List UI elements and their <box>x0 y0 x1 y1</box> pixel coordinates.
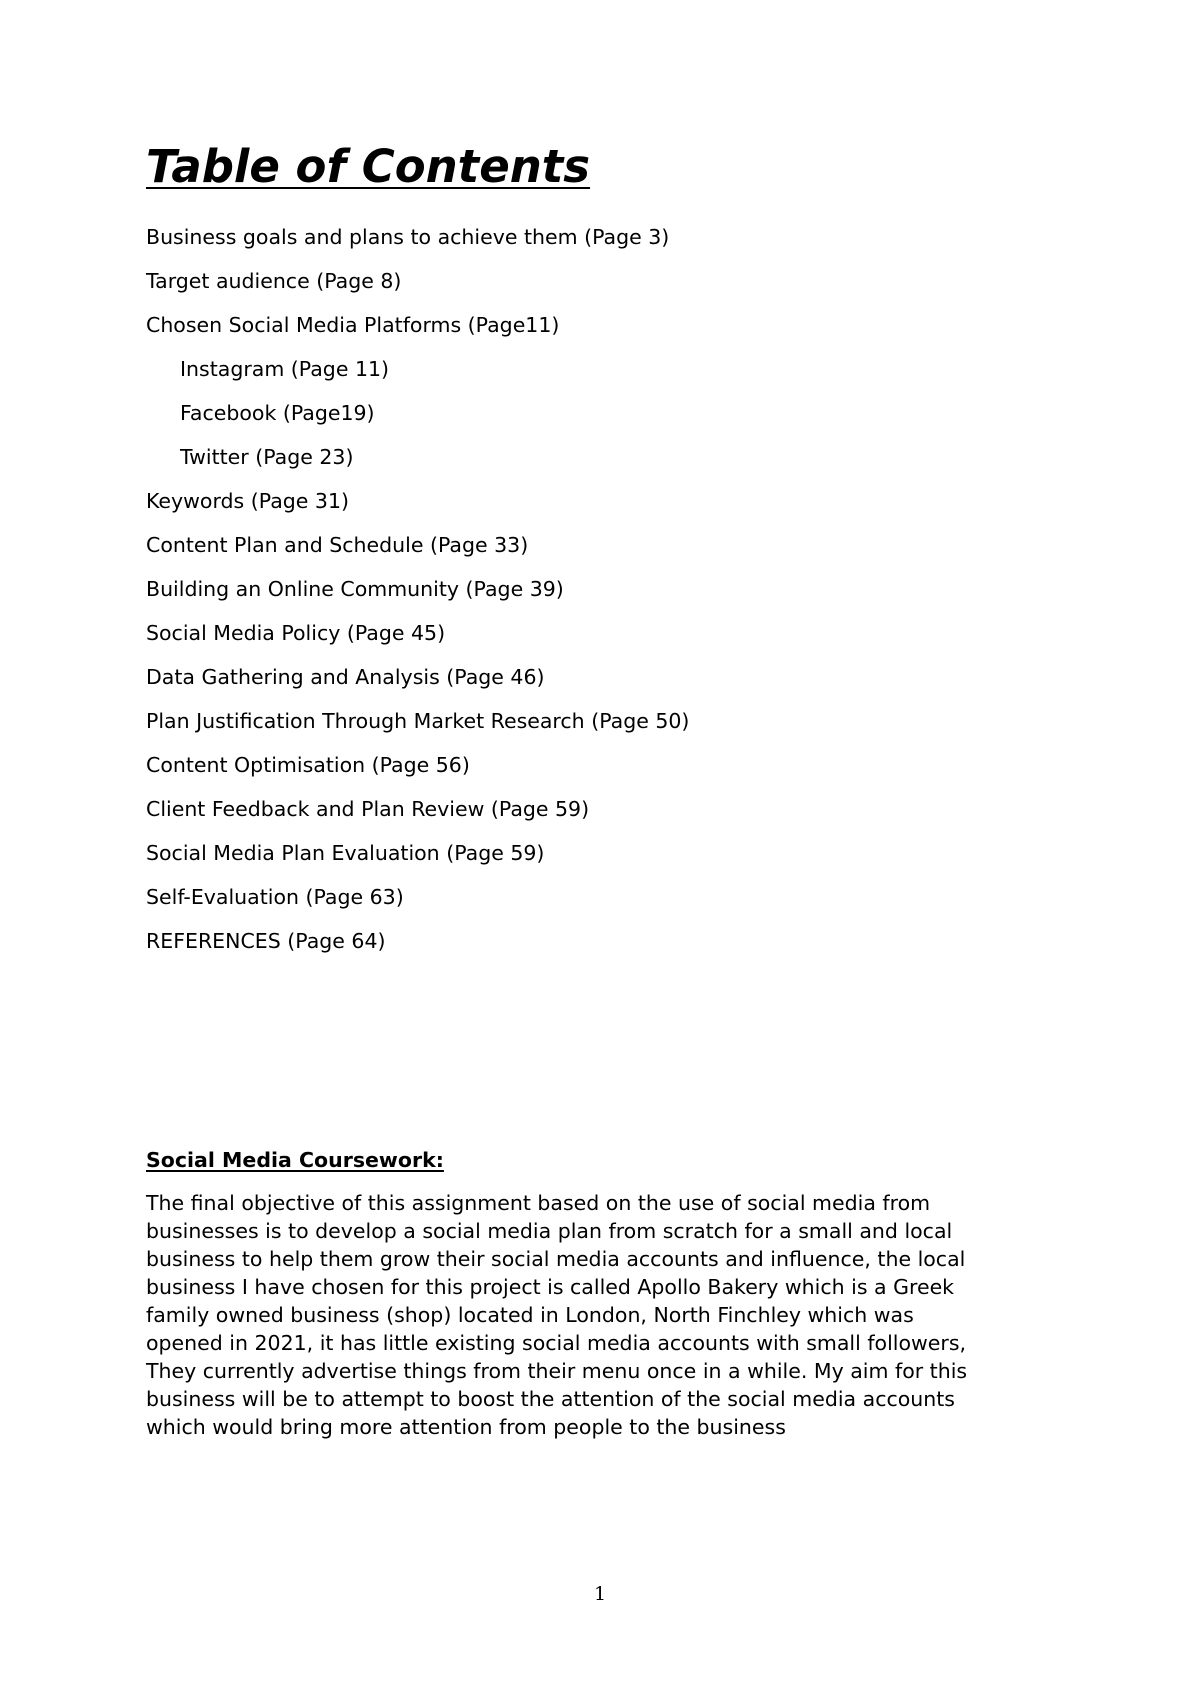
toc-item: Content Optimisation (Page 56) <box>146 753 470 777</box>
toc-item: Plan Justification Through Market Research (Page 50) <box>146 709 690 733</box>
toc-item: Building an Online Community (Page 39) <box>146 577 564 601</box>
body-line: which would bring more attention from people to the business <box>146 1415 786 1439</box>
toc-item: Instagram (Page 11) <box>180 357 390 381</box>
toc-item: Keywords (Page 31) <box>146 489 349 513</box>
body-line: businesses is to develop a social media plan from scratch for a small and local <box>146 1219 953 1243</box>
body-line: business to help them grow their social media accounts and influence, the local <box>146 1247 966 1271</box>
toc-item: Twitter (Page 23) <box>180 445 354 469</box>
page-number: 1 <box>593 1583 607 1605</box>
body-line: business I have chosen for this project is called Apollo Bakery which is a Greek <box>146 1275 955 1299</box>
toc-item: Data Gathering and Analysis (Page 46) <box>146 665 545 689</box>
toc-item: REFERENCES (Page 64) <box>146 929 386 953</box>
body-line: family owned business (shop) located in London, North Finchley which was <box>146 1303 914 1327</box>
toc-item: Chosen Social Media Platforms (Page11) <box>146 313 560 337</box>
body-line: The final objective of this assignment based on the use of social media from <box>146 1191 931 1215</box>
toc-item: Self-Evaluation (Page 63) <box>146 885 404 909</box>
toc-title: Table of Contents <box>146 140 591 193</box>
toc-item: Business goals and plans to achieve them (Page 3) <box>146 225 670 249</box>
body-line: opened in 2021, it has little existing social media accounts with small followers, <box>146 1331 967 1355</box>
toc-item: Social Media Policy (Page 45) <box>146 621 446 645</box>
toc-item: Client Feedback and Plan Review (Page 59) <box>146 797 590 821</box>
toc-item: Content Plan and Schedule (Page 33) <box>146 533 529 557</box>
toc-item: Social Media Plan Evaluation (Page 59) <box>146 841 545 865</box>
body-line: business will be to attempt to boost the attention of the social media accounts <box>146 1387 955 1411</box>
body-line: They currently advertise things from their menu once in a while. My aim for this <box>146 1359 968 1383</box>
toc-item: Facebook (Page19) <box>180 401 375 425</box>
body-paragraph <box>146 1189 1056 1441</box>
section-heading: Social Media Coursework: <box>146 1148 444 1172</box>
toc-item: Target audience (Page 8) <box>146 269 402 293</box>
toc-list <box>146 215 689 963</box>
